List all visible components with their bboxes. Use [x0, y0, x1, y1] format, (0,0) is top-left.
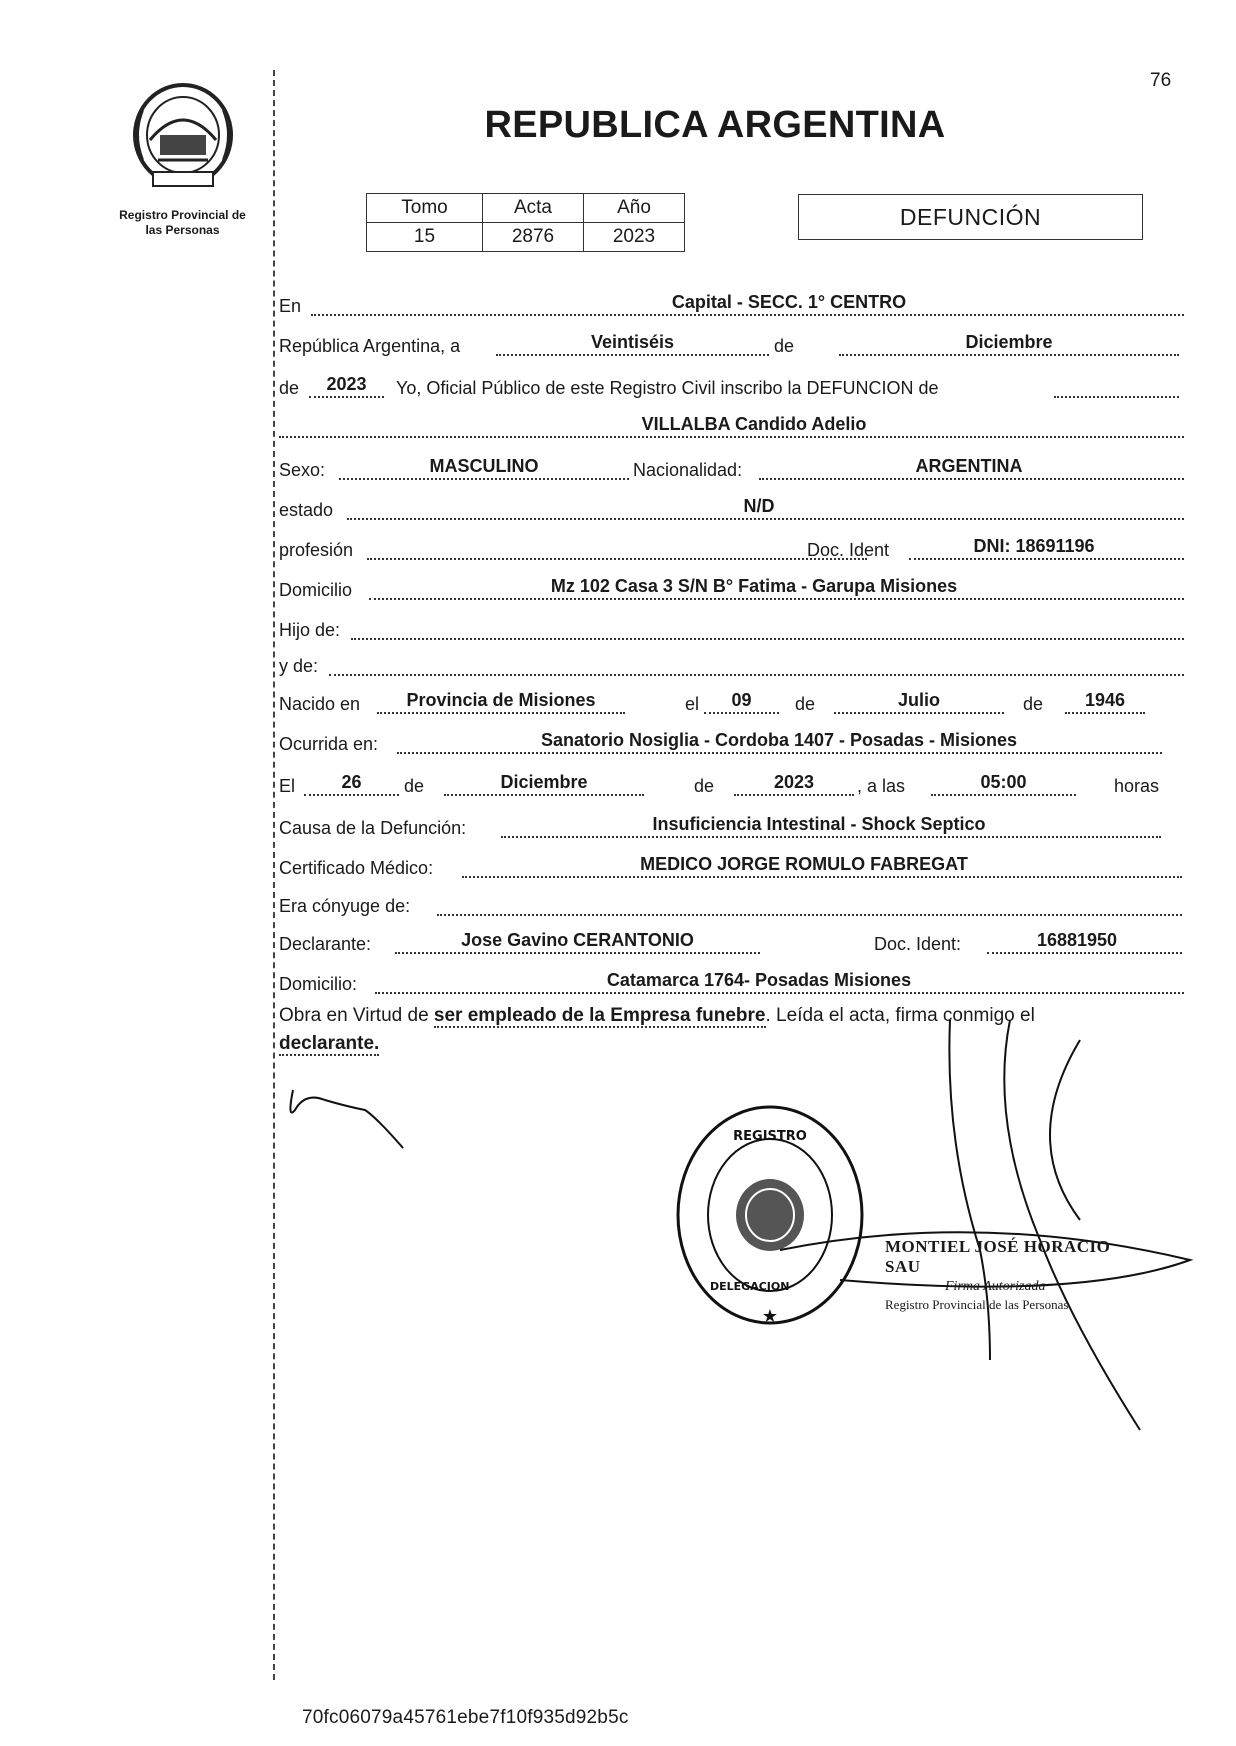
sexo-line: [339, 478, 629, 480]
en-label: En: [279, 296, 302, 316]
ocurrida-line: [397, 752, 1162, 754]
certificado-label: Certificado Médico:: [279, 858, 434, 878]
province-logo: [128, 80, 238, 190]
margin-line: [273, 70, 275, 1680]
birth-day-value: 09: [731, 690, 752, 710]
doc-ident-value: DNI: 18691196: [973, 536, 1095, 556]
inscribe-text: Yo, Oficial Público de este Registro Civil inscribo la DEFUNCION de: [396, 378, 939, 398]
causa-label: Causa de la Defunción:: [279, 818, 467, 838]
obra-declarante: declarante.: [279, 1033, 380, 1054]
declarante-domicilio-line: [375, 992, 1184, 994]
death-time-line: [931, 794, 1076, 796]
birth-month-line: [834, 712, 1004, 714]
row-conyuge: [279, 890, 1184, 922]
domicilio-line: [369, 598, 1184, 600]
death-year-value: 2023: [773, 772, 815, 792]
acta-header: Acta: [483, 194, 584, 223]
anio-header: Año: [584, 194, 685, 223]
doc-ident-label: Doc. Ident: [807, 540, 890, 560]
registry-caption-line2: las Personas: [145, 223, 220, 237]
declarante-value: Jose Gavino CERANTONIO: [461, 930, 694, 950]
svg-text:DELEGACION: DELEGACION: [710, 1280, 790, 1293]
birth-month-value: Julio: [897, 690, 940, 710]
tomo-header: Tomo: [367, 194, 483, 223]
row-declarante: [279, 928, 1184, 960]
signer-office: Registro Provincial de las Personas: [885, 1297, 1069, 1312]
deceased-name-line: [279, 436, 1184, 438]
profesion-line: [367, 558, 867, 560]
obra-suffix: . Leída el acta, firma conmigo el: [765, 1005, 1035, 1026]
month-line: [839, 354, 1179, 356]
certificado-value: MEDICO JORGE ROMULO FABREGAT: [640, 854, 968, 874]
declarant-signature: [285, 1080, 415, 1150]
domicilio-value: Mz 102 Casa 3 S/N B° Fatima - Garupa Misiones: [550, 576, 958, 596]
estado-label: estado: [279, 500, 334, 520]
row-deceased-name: [279, 412, 1184, 444]
nacido-line: [377, 712, 625, 714]
en-line: [311, 314, 1184, 316]
birth-year-value: 1946: [1084, 690, 1126, 710]
nacionalidad-line: [759, 478, 1184, 480]
row-hijo-de: [279, 614, 1184, 646]
declarante-domicilio-value: Catamarca 1764- Posadas Misiones: [606, 970, 912, 990]
year-de-label: de: [279, 378, 300, 398]
conyuge-label: Era cónyuge de:: [279, 896, 411, 916]
estado-value: N/D: [743, 496, 775, 516]
signer-name: MONTIEL JOSÉ HORACIO SAU: [885, 1237, 1111, 1276]
reference-header-row: [367, 194, 685, 223]
declarante-doc-line: [987, 952, 1182, 954]
death-day-value: 26: [341, 772, 362, 792]
row-estado: [279, 494, 1184, 526]
signer-role: Firma Autorizada: [945, 1279, 1046, 1294]
horas-label: horas: [1114, 776, 1160, 796]
svg-text:★: ★: [761, 1306, 779, 1326]
row-ocurrida: [279, 728, 1184, 760]
certificado-line: [462, 876, 1182, 878]
death-el-label: El: [279, 776, 296, 796]
anio-value: 2023: [584, 223, 685, 252]
inscribe-line: [1054, 396, 1179, 398]
ocurrida-value: Sanatorio Nosiglia - Cordoba 1407 - Posadas - Misiones: [540, 730, 1018, 750]
death-de1-label: de: [404, 776, 425, 796]
row-year: [279, 372, 1184, 404]
doc-ident-line: [909, 558, 1184, 560]
ocurrida-label: Ocurrida en:: [279, 734, 379, 754]
obra-prefix: Obra en Virtud de: [279, 1005, 429, 1026]
record-type-box: DEFUNCIÓN: [798, 194, 1143, 240]
signature-block: [885, 1237, 1145, 1313]
causa-value: Insuficiencia Intestinal - Shock Septico: [652, 814, 986, 834]
hijo-line: [351, 638, 1184, 640]
registry-caption: [100, 208, 265, 238]
profesion-label: profesión: [279, 540, 354, 560]
death-day-line: [304, 794, 399, 796]
row-sexo: [279, 454, 1184, 486]
a-las-label: , a las: [857, 776, 906, 796]
death-month-value: Diciembre: [500, 772, 588, 792]
row-profesion: [279, 534, 1184, 566]
registry-caption-line1: Registro Provincial de: [119, 208, 246, 222]
y-de-label: y de:: [279, 656, 319, 676]
birth-de2-label: de: [1023, 694, 1044, 714]
row-certificado: [279, 852, 1184, 884]
row-nacido: [279, 688, 1184, 720]
nacido-value: Provincia de Misiones: [406, 690, 596, 710]
row-en: [279, 290, 1184, 322]
official-signature-scribble: [780, 1020, 1200, 1440]
row-date-words: [279, 330, 1184, 362]
obra-reason: ser empleado de la Empresa funebre: [433, 1005, 766, 1026]
republica-label: República Argentina, a: [279, 336, 461, 356]
year-value: 2023: [326, 374, 367, 394]
row-domicilio: [279, 574, 1184, 606]
row-y-de: [279, 650, 1184, 682]
month-value: Diciembre: [965, 332, 1053, 352]
sexo-value: MASCULINO: [429, 456, 539, 476]
declarante-line: [395, 952, 760, 954]
page-number: 76: [1150, 70, 1172, 91]
svg-text:REGISTRO: REGISTRO: [733, 1129, 807, 1144]
declarante-doc-value: 16881950: [1036, 930, 1118, 950]
nacido-label: Nacido en: [279, 694, 361, 714]
nacionalidad-value: ARGENTINA: [915, 456, 1023, 476]
death-time-value: 05:00: [980, 772, 1027, 792]
year-line: [309, 396, 384, 398]
country-title: REPUBLICA ARGENTINA: [484, 104, 946, 146]
death-month-line: [444, 794, 644, 796]
declarante-domicilio-label: Domicilio:: [279, 974, 358, 994]
document-hash: 70fc06079a45761ebe7f10f935d92b5c: [302, 1707, 629, 1728]
death-de2-label: de: [694, 776, 715, 796]
estado-line: [347, 518, 1184, 520]
domicilio-label: Domicilio: [279, 580, 353, 600]
reference-table: [366, 193, 685, 252]
en-value: Capital - SECC. 1° CENTRO: [671, 292, 907, 312]
birth-day-line: [704, 712, 779, 714]
reference-value-row: [367, 223, 685, 252]
declarante-label: Declarante:: [279, 934, 372, 954]
hijo-label: Hijo de:: [279, 620, 341, 640]
death-year-line: [734, 794, 854, 796]
birth-de1-label: de: [795, 694, 816, 714]
declarante-doc-label: Doc. Ident:: [874, 934, 962, 954]
sexo-label: Sexo:: [279, 460, 326, 480]
row-causa: [279, 812, 1184, 844]
de-label: de: [774, 336, 795, 356]
conyuge-line: [437, 914, 1182, 916]
tomo-value: 15: [367, 223, 483, 252]
acta-value: 2876: [483, 223, 584, 252]
birth-year-line: [1065, 712, 1145, 714]
y-de-line: [329, 674, 1184, 676]
deceased-name-value: VILLALBA Candido Adelio: [641, 414, 867, 434]
birth-el-label: el: [685, 694, 700, 714]
day-words-line: [496, 354, 769, 356]
row-declarante-domicilio: [279, 968, 1184, 1000]
causa-line: [501, 836, 1161, 838]
nacionalidad-label: Nacionalidad:: [633, 460, 743, 480]
day-words-value: Veintiséis: [590, 332, 675, 352]
row-death-date: [279, 770, 1184, 802]
